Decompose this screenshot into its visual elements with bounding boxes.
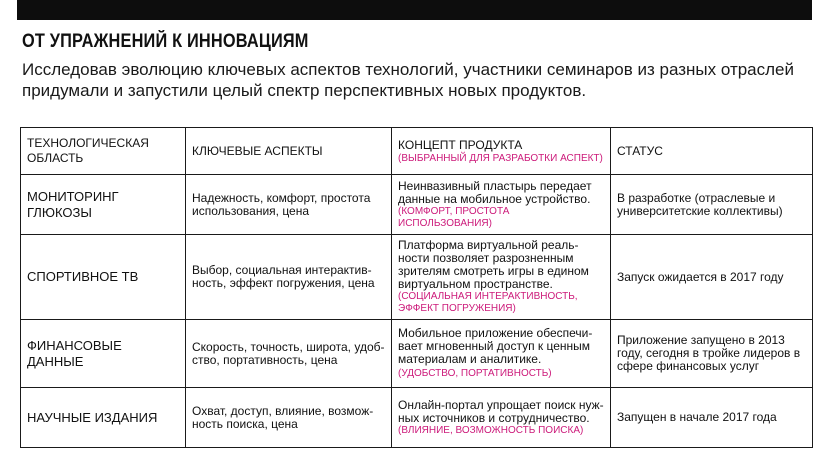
- table-row: [21, 388, 813, 448]
- header-concept-note: (ВЫБРАННЫЙ ДЛЯ РАЗРАБОТКИ АСПЕКТ): [398, 152, 603, 164]
- top-black-bar: [17, 0, 812, 20]
- row-area: МОНИТОРИНГ ГЛЮКОЗЫ: [21, 175, 186, 235]
- header-status: СТАТУС: [611, 128, 813, 175]
- table-row: [21, 320, 813, 388]
- row-concept-text: Неинвазивный пластырь передает данные на мобильное устройство.: [398, 178, 592, 206]
- row-area: НАУЧНЫЕ ИЗДАНИЯ: [21, 388, 186, 448]
- row-status: Приложение запущено в 2013 году, сегодня в тройке лидеров в сфере финансовых услуг: [611, 320, 813, 388]
- row-concept-note: (УДОБСТВО, ПОРТАТИВНОСТЬ): [398, 368, 552, 379]
- row-concept: [392, 235, 611, 320]
- header-concept: [392, 128, 611, 175]
- row-concept-text: Мобильное приложение обеспечивает мгновенный доступ к ценным материалам и аналитике.: [398, 326, 593, 366]
- row-aspects: Скорость, точность, широта, удобство, портативность, цена: [186, 320, 392, 388]
- row-status: В разработке (отраслевые и университетские коллективы): [611, 175, 813, 235]
- innovations-table: [20, 127, 813, 448]
- row-area: ФИНАНСОВЫЕ ДАННЫЕ: [21, 320, 186, 388]
- row-area: СПОРТИВНОЕ ТВ: [21, 235, 186, 320]
- row-concept-note: (КОМФОРТ, ПРОСТОТА ИСПОЛЬЗОВАНИЯ): [398, 205, 510, 229]
- page-subtitle: Исследовав эволюцию ключевых аспектов технологий, участники семинаров из разных отраслей придумали и запустили целый спектр перспективных новых продуктов.: [22, 60, 795, 100]
- row-concept-text: Онлайн-портал упрощает поиск нужных источников и сотрудничество.: [398, 397, 604, 425]
- row-concept: [392, 175, 611, 235]
- row-concept-text: Платформа виртуальной реальности позволяет разрозненным зрителям смотреть игры в едином виртуальном пространстве.: [398, 238, 589, 291]
- header-area: ТЕХНОЛОГИЧЕСКАЯ ОБЛАСТЬ: [21, 128, 186, 175]
- row-concept-note: (ВЛИЯНИЕ, ВОЗМОЖНОСТЬ ПОИСКА): [398, 424, 584, 436]
- row-concept: [392, 320, 611, 388]
- row-status: Запуск ожидается в 2017 году: [611, 235, 813, 320]
- row-concept: [392, 388, 611, 448]
- table-row: [21, 175, 813, 235]
- table-header-row: [21, 128, 813, 175]
- row-aspects: Охват, доступ, влияние, возможность поиска, цена: [186, 388, 392, 448]
- table-row: [21, 235, 813, 320]
- row-status: Запущен в начале 2017 года: [611, 388, 813, 448]
- row-concept-note: (СОЦИАЛЬНАЯ ИНТЕРАКТИВНОСТЬ, ЭФФЕКТ ПОГРУЖЕНИЯ): [398, 291, 578, 314]
- header-concept-label: КОНЦЕПТ ПРОДУКТА: [398, 137, 523, 152]
- row-aspects: Выбор, социальная интерактивность, эффект погружения, цена: [186, 235, 392, 320]
- page-title: ОТ УПРАЖНЕНИЙ К ИННОВАЦИЯМ: [22, 31, 309, 52]
- header-aspects: КЛЮЧЕВЫЕ АСПЕКТЫ: [186, 128, 392, 175]
- row-aspects: Надежность, комфорт, простота использования, цена: [186, 175, 392, 235]
